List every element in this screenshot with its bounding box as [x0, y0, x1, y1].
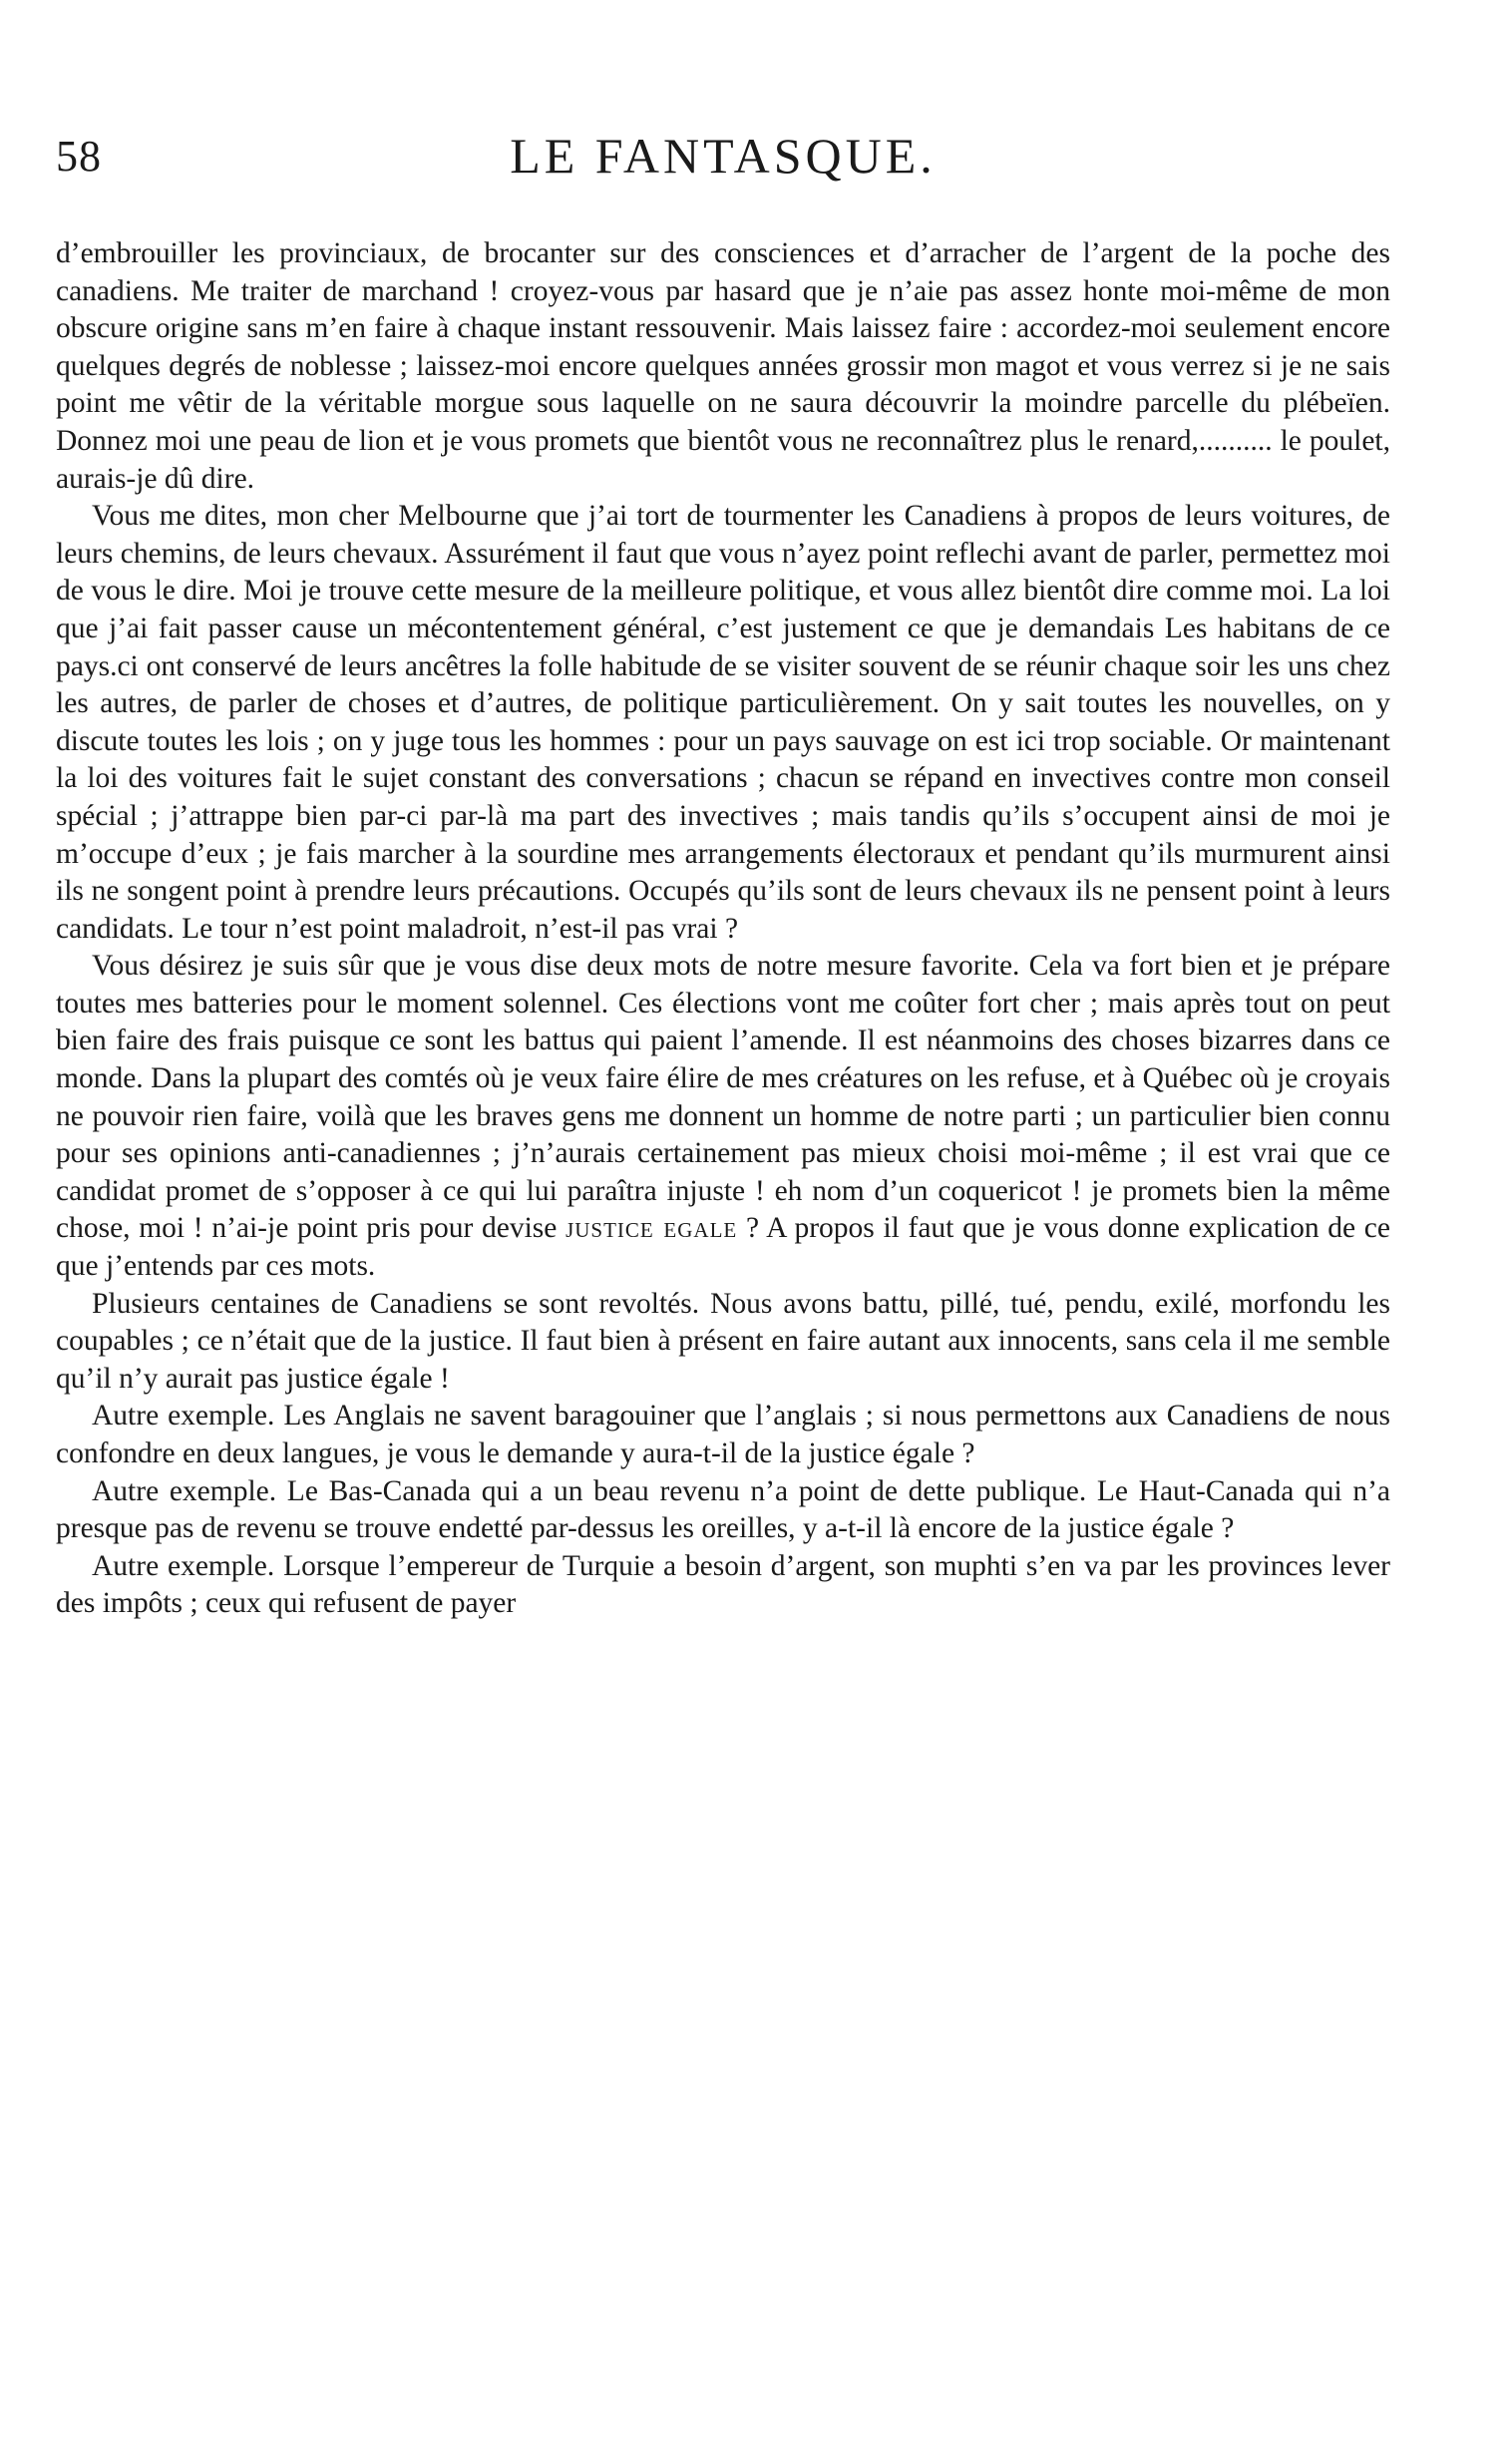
paragraph-1: d’embrouiller les provinciaux, de brocanter sur des consciences et d’arracher de l’argent de la poche des canadiens. Me traiter de marchand ! croyez-vous par hasard que je n’aie pas assez honte moi-même de mon obscure origine sans m’en faire à chaque instant ressouvenir. Mais laissez faire : accordez-moi seulement encore quelques degrés de noblesse ; laissez-moi encore quelques années grossir mon magot et vous verrez si je ne sais point me vêtir de la véritable morgue sous laquelle on ne saura découvrir la moindre parcelle du plébeïen. Donnez moi une peau de lion et je vous promets que bientôt vous ne reconnaîtrez plus le renard,.......... le poulet, aurais-je dû dire.: [56, 237, 1390, 495]
paragraph-3-text: Vous désirez je suis sûr que je vous dise deux mots de notre mesure favorite. Cela va fort bien et je prépare toutes mes batteries pour le moment solennel. Ces élections vont me coûter fort cher ; mais après tout on peut bien faire des frais puisque ce sont les battus qui paient l’amende. Il est néanmoins des choses bizarres dans ce monde. Dans la plupart des comtés où je veux faire élire de mes créatures on les refuse, et à Québec où je croyais ne pouvoir rien faire, voilà que les braves gens me donnent un homme de notre parti ; un particulier bien connu pour ses opinions anti-canadiennes ; j’n’aurais certainement pas mieux choisi moi-même ; il est vrai que ce candidat promet de s’opposer à ce qui lui paraîtra injuste ! eh nom d’un coquericot ! je promets bien la même chose, moi ! n’ai-je point pris pour devise: [56, 950, 1390, 1245]
motto-small-caps: justice egale: [566, 1212, 738, 1245]
body-text: [56, 235, 1390, 1623]
paragraph-3: [56, 948, 1390, 1285]
document-page: [56, 0, 1390, 2457]
paragraph-3-tail: ? A propos il faut que je vous donne explication de ce que j’entends par ces mots.: [56, 1212, 1390, 1283]
paragraph-5: Autre exemple. Les Anglais ne savent baragouiner que l’anglais ; si nous permettons aux Canadiens de nous confondre en deux langues, je vous le demande y aura-t-il de la justice égale ?: [56, 1400, 1390, 1469]
paragraph-4: Plusieurs centaines de Canadiens se sont revoltés. Nous avons battu, pillé, tué, pendu, exilé, morfondu les coupables ; ce n’était que de la justice. Il faut bien à présent en faire autant aux innocents, sans cela il me semble qu’il n’y aurait pas justice égale !: [56, 1287, 1390, 1395]
paragraph-7: Autre exemple. Lorsque l’empereur de Turquie a besoin d’argent, son muphti s’en va par les provinces lever des impôts ; ceux qui refusent de payer: [56, 1549, 1390, 1620]
page-header: [56, 125, 1390, 195]
paragraph-6: Autre exemple. Le Bas-Canada qui a un beau revenu n’a point de dette publique. Le Haut-Canada qui n’a presque pas de revenu se trouve endetté par-dessus les oreilles, y a-t-il là encore de la justice égale ?: [56, 1474, 1390, 1545]
running-title: LE FANTASQUE.: [510, 128, 937, 184]
page-number: 58: [56, 132, 102, 181]
paragraph-2: Vous me dites, mon cher Melbourne que j’ai tort de tourmenter les Canadiens à propos de leurs voitures, de leurs chemins, de leurs chevaux. Assurément il faut que vous n’ayez point reflechi avant de parler, permettez moi de vous le dire. Moi je trouve cette mesure de la meilleure politique, et vous allez bientôt dire comme moi. La loi que j’ai fait passer cause un mécontentement général, c’est justement ce que je demandais Les habitans de ce pays.ci ont conservé de leurs ancêtres la folle habitude de se visiter souvent de se réunir chaque soir les uns chez les autres, de parler de choses et d’autres, de politique particulièrement. On y sait toutes les nouvelles, on y discute toutes les lois ; on y juge tous les hommes : pour un pays sauvage on est ici trop sociable. Or maintenant la loi des voitures fait le sujet constant des conversations ; chacun se répand en invectives contre mon conseil spécial ; j’attrappe bien par-ci par-là ma part des invectives ; mais tandis qu’ils s’occupent ainsi de moi je m’occupe d’eux ; je fais marcher à la sourdine mes arrangements électoraux et pendant qu’ils murmurent ainsi ils ne songent point à prendre leurs précautions. Occupés qu’ils sont de leurs chevaux ils ne pensent point à leurs candidats. Le tour n’est point maladroit, n’est-il pas vrai ?: [56, 500, 1390, 945]
